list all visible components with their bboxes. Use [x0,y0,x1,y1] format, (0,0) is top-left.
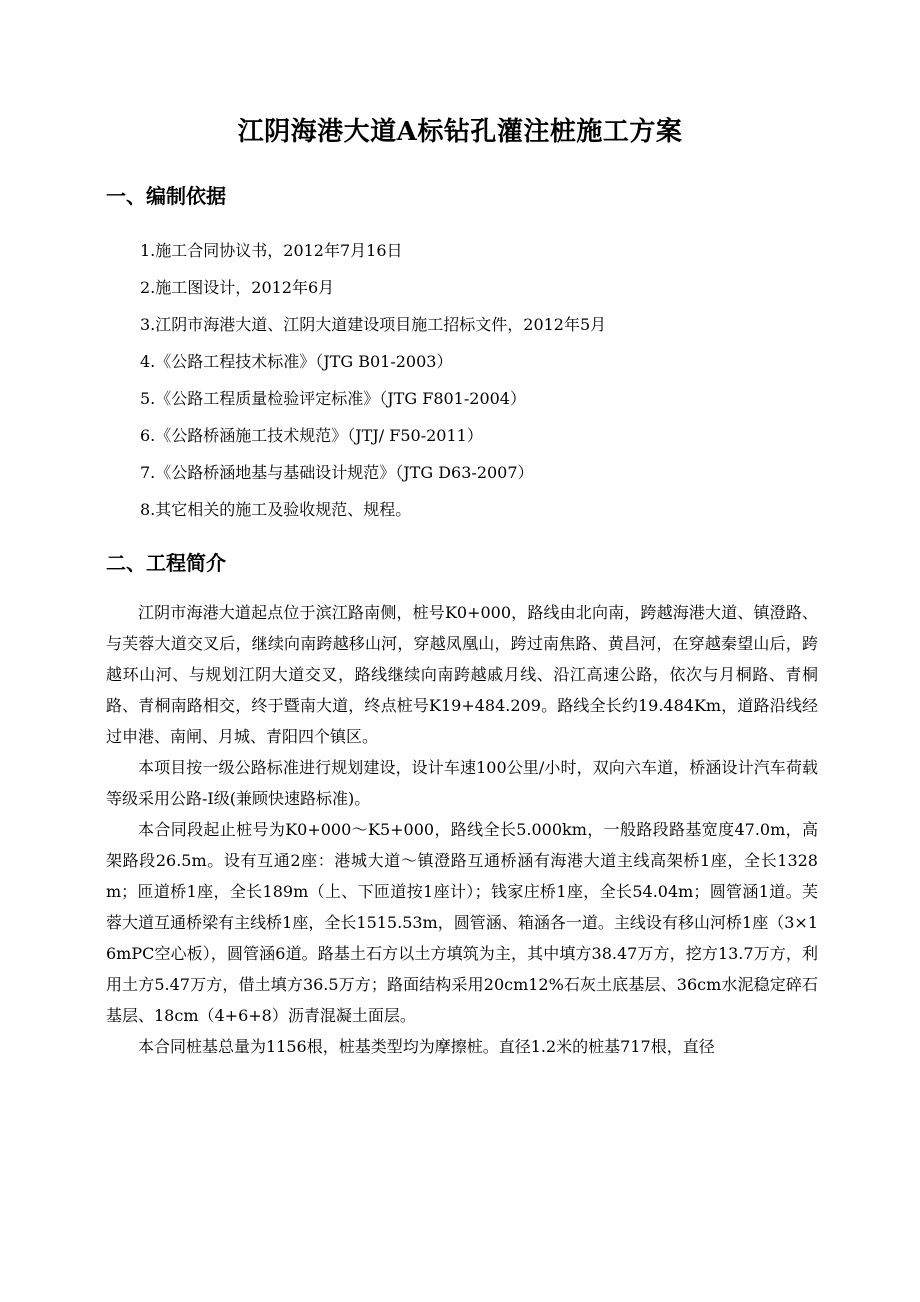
paragraph: 本合同桩基总量为1156根，桩基类型均为摩擦桩。直径1.2米的桩基717根，直径 [138,1037,715,1056]
section-heading-basis: 一、编制依据 [106,184,226,208]
section-heading-overview: 二、工程简介 [106,551,226,575]
document-title: 江阴海港大道A标钻孔灌注桩施工方案 [237,117,683,147]
paragraph: 本项目按一级公路标准进行规划建设，设计车速100公里/小时，双向六车道，桥涵设计汽车荷载等级采用公路-I级(兼顾快速路标准)。 [106,758,818,808]
paragraph: 江阴市海港大道起点位于滨江路南侧，桩号K0+000，路线由北向南，跨越海港大道、镇澄路、与芙蓉大道交叉后，继续向南跨越移山河，穿越凤凰山，跨过南焦路、黄昌河，在穿越秦望山后，跨越环山河、与规划江阴大道交叉，路线继续向南跨越戚月线、沿江高速公路，依次与月桐路、青桐路、青桐南路相交，终于暨南大道，终点桩号K19+484.209。路线全长约19.484Km，道路沿线经过申港、南闸、月城、青阳四个镇区。 [106,603,818,746]
overview-body [106,597,818,1062]
list-item: 2.施工图设计，2012年6月 [140,278,335,297]
paragraph: 本合同段起止桩号为K0+000～K5+000，路线全长5.000km，一般路段路基宽度47.0m，高架路段26.5m。设有互通2座：港城大道～镇澄路互通桥涵有海港大道主线高架桥1座，全长1328m；匝道桥1座，全长189m（上、下匝道按1座计）；钱家庄桥1座，全长54.04m；圆管涵1道。芙蓉大道互通桥梁有主线桥1座，全长1515.53m，圆管涵、箱涵各一道。主线设有移山河桥1座（3×16mPC空心板），圆管涵6道。路基土石方以土方填筑为主，其中填方38.47万方，挖方13.7万方，利用土方5.47万方，借土填方36.5万方；路面结构采用20cm12%石灰土底基层、36cm水泥稳定碎石基层、18cm（4+6+8）沥青混凝土面层。 [106,820,818,1025]
list-item: 7.《公路桥涵地基与基础设计规范》（JTG D63-2007） [140,463,534,482]
basis-list [140,232,606,528]
list-item: 6.《公路桥涵施工技术规范》（JTJ/ F50-2011） [140,426,483,445]
list-item: 1.施工合同协议书，2012年7月16日 [140,241,403,260]
list-item: 4.《公路工程技术标准》（JTG B01-2003） [140,352,453,371]
list-item: 5.《公路工程质量检验评定标准》（JTG F801-2004） [140,389,526,408]
list-item: 3.江阴市海港大道、江阴大道建设项目施工招标文件，2012年5月 [140,315,607,334]
list-item: 8.其它相关的施工及验收规范、规程。 [140,500,412,519]
